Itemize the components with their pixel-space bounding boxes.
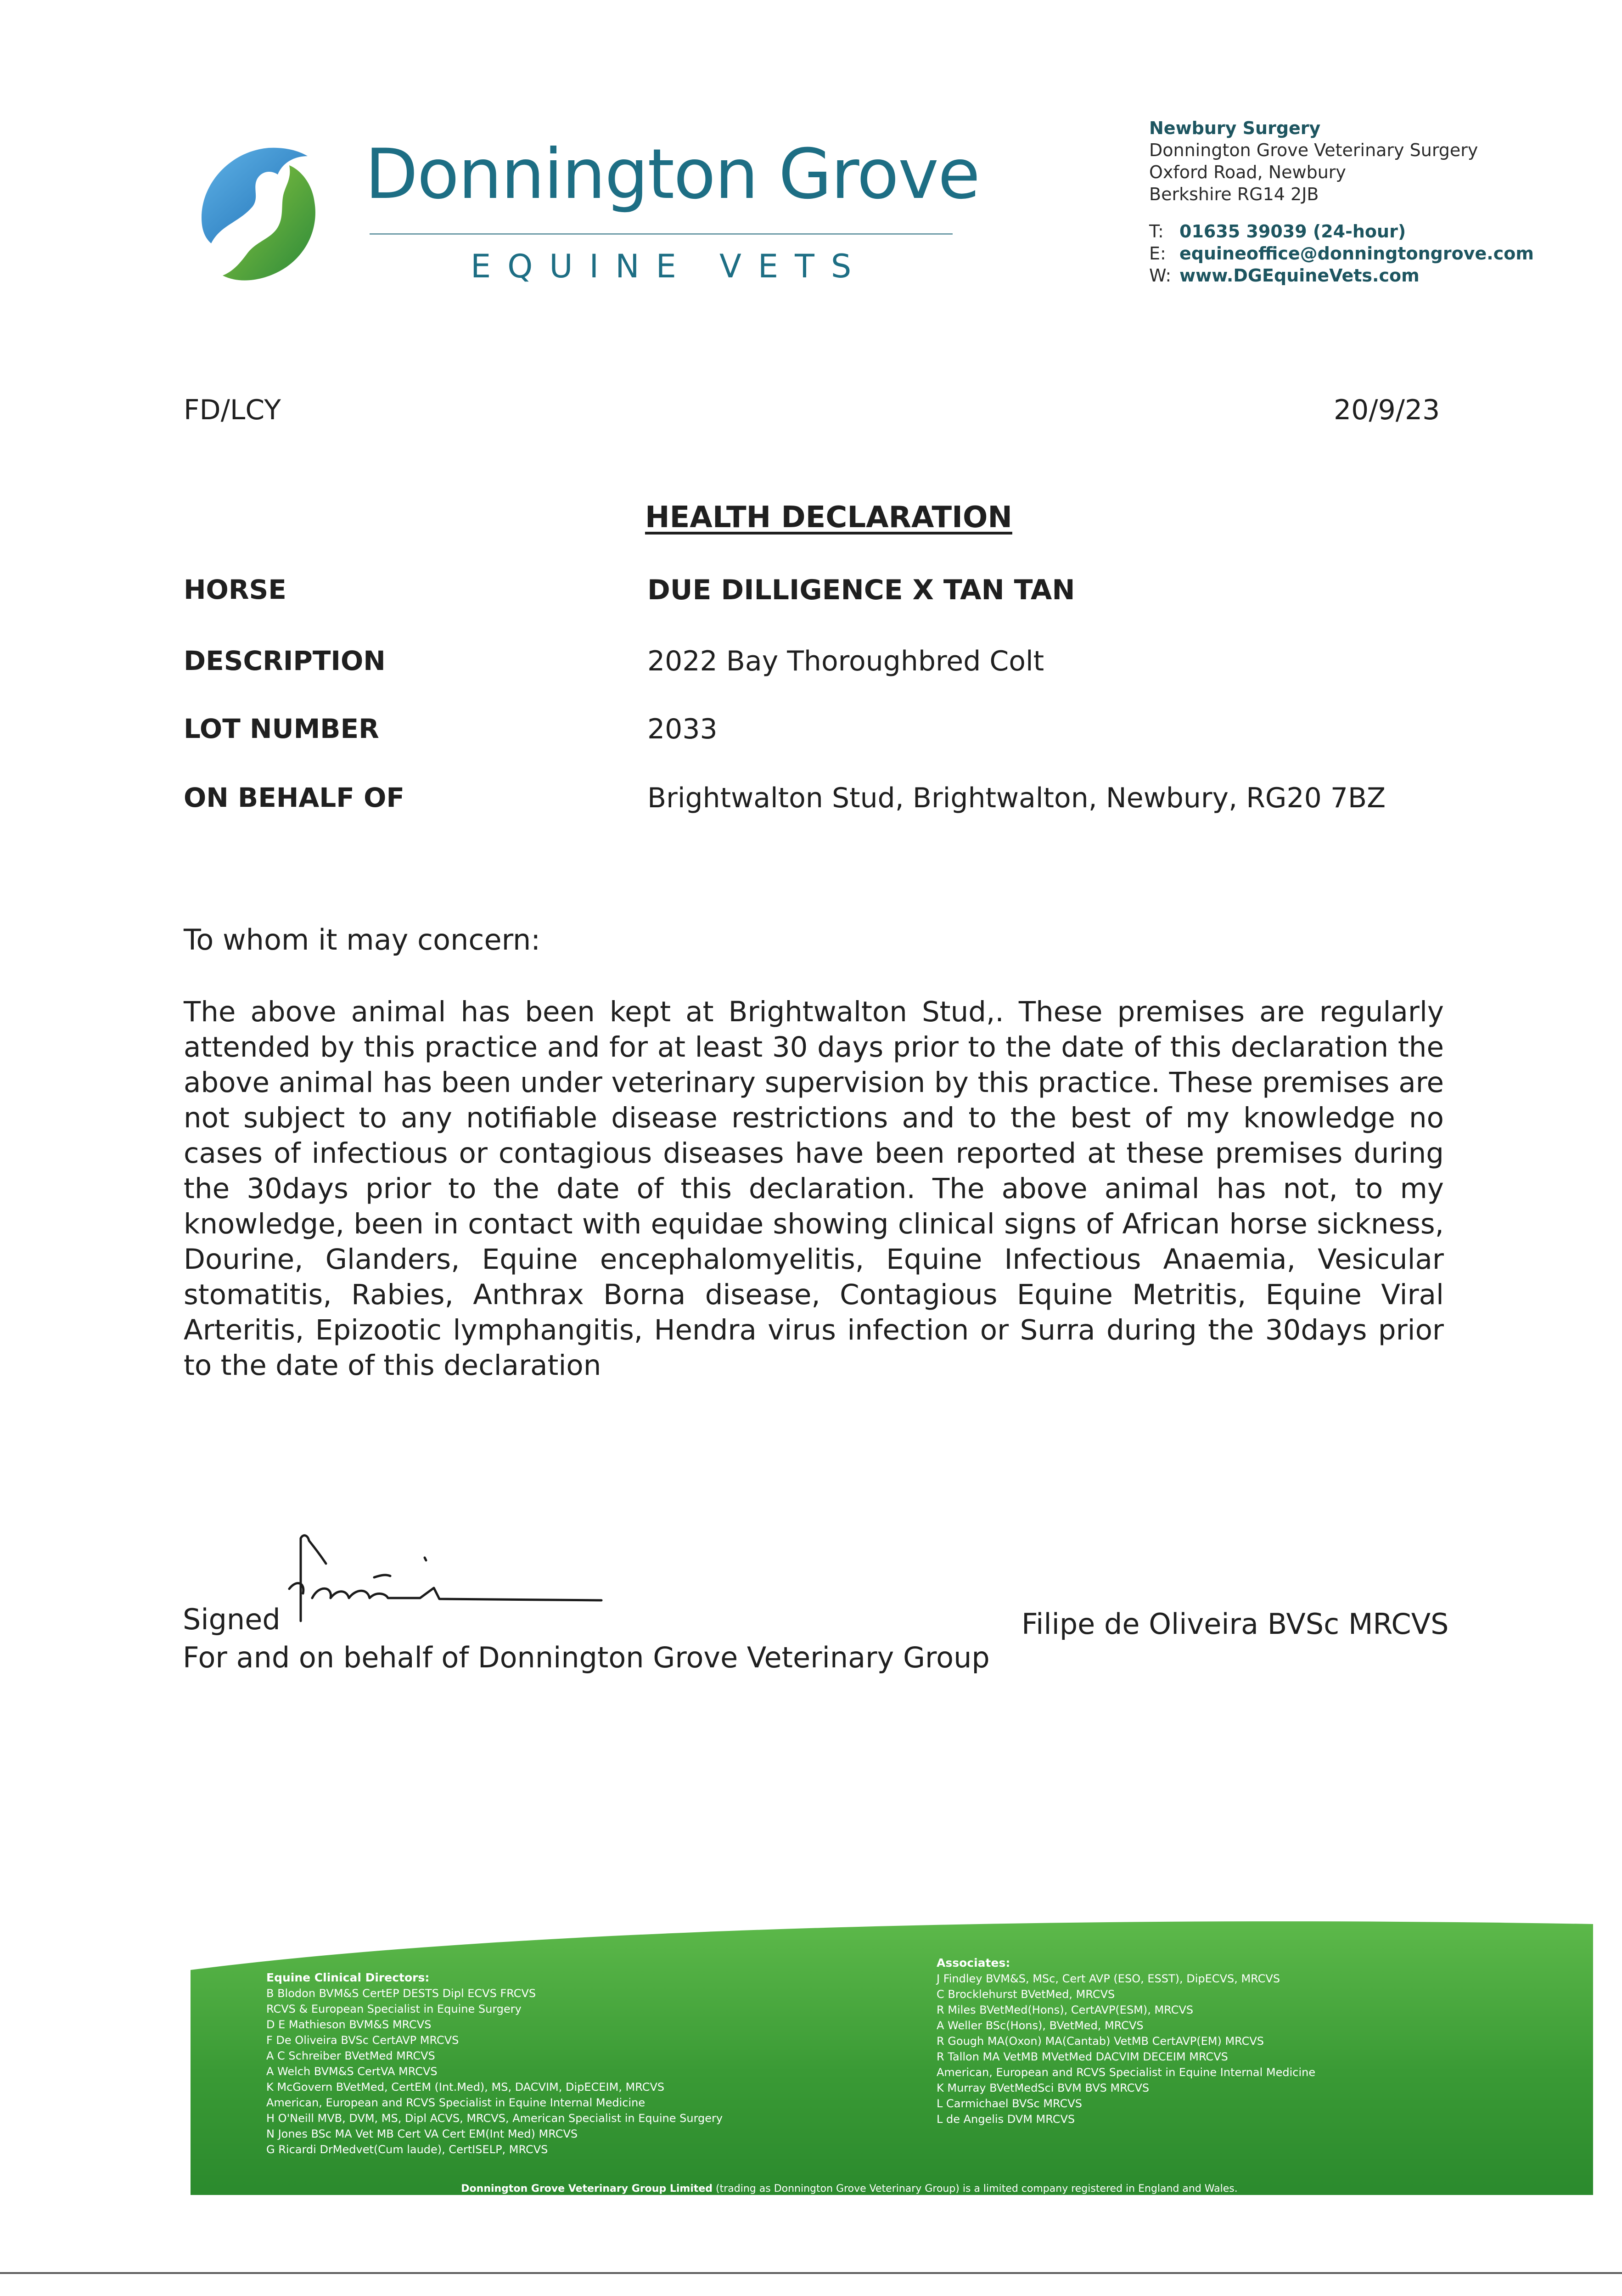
associate-entry: K Murray BVetMedSci BVM BVS MRCVS bbox=[937, 2082, 1150, 2094]
salutation: To whom it may concern: bbox=[184, 923, 541, 957]
document-title: HEALTH DECLARATION bbox=[645, 501, 1012, 535]
address-line: Oxford Road, Newbury bbox=[1149, 162, 1346, 182]
address-line: Donnington Grove Veterinary Surgery bbox=[1149, 140, 1478, 160]
associate-entry: R Gough MA(Oxon) MA(Cantab) VetMB CertAVP(EM) MRCVS bbox=[937, 2035, 1264, 2048]
director-entry: A C Schreiber BVetMed MRCVS bbox=[266, 2049, 435, 2062]
behalf-line: For and on behalf of Donnington Grove Veterinary Group bbox=[183, 1641, 990, 1674]
tel-value: 01635 39039 (24-hour) bbox=[1179, 221, 1406, 242]
email-label: E: bbox=[1149, 243, 1166, 264]
associate-entry: L Carmichael BVSc MRCVS bbox=[937, 2097, 1082, 2110]
signed-label: Signed bbox=[183, 1603, 281, 1636]
director-entry: A Welch BVM&S CertVA MRCVS bbox=[266, 2065, 438, 2078]
director-entry: D E Mathieson BVM&S MRCVS bbox=[266, 2018, 432, 2031]
document-date: 20/9/23 bbox=[1334, 394, 1440, 426]
director-entry: American, European and RCVS Specialist in Equine Internal Medicine bbox=[266, 2096, 645, 2109]
associate-entry: L de Angelis DVM MRCVS bbox=[937, 2113, 1075, 2126]
directors-list bbox=[266, 1970, 932, 2157]
associate-entry: C Brocklehurst BVetMed, MRCVS bbox=[937, 1988, 1115, 2001]
company-name: Donnington Grove Veterinary Group Limited bbox=[461, 2183, 713, 2195]
director-entry: H O'Neill MVB, DVM, MS, Dipl ACVS, MRCVS, American Specialist in Equine Surgery bbox=[266, 2112, 723, 2125]
signer-name: Filipe de Oliveira BVSc MRCVS bbox=[1021, 1607, 1449, 1641]
field-label-description: DESCRIPTION bbox=[184, 645, 386, 676]
field-value-horse: DUE DILLIGENCE X TAN TAN bbox=[647, 574, 1075, 606]
field-label-on-behalf-of: ON BEHALF OF bbox=[184, 782, 404, 813]
associate-entry: R Tallon MA VetMB MVetMed DACVIM DECEIM MRCVS bbox=[937, 2050, 1228, 2063]
field-value-description: 2022 Bay Thoroughbred Colt bbox=[647, 645, 1044, 677]
website-link[interactable]: www.DGEquineVets.com bbox=[1179, 265, 1420, 286]
field-value-on-behalf-of: Brightwalton Stud, Brightwalton, Newbury, RG20 7BZ bbox=[647, 782, 1386, 814]
director-entry: N Jones BSc MA Vet MB Cert VA Cert EM(Int Med) MRCVS bbox=[266, 2127, 578, 2140]
director-entry: K McGovern BVetMed, CertEM (Int.Med), MS, DACVIM, DipECEIM, MRCVS bbox=[266, 2081, 665, 2093]
brand-name: Donnington Grove bbox=[365, 135, 980, 214]
director-entry: G Ricardi DrMedvet(Cum laude), CertISELP, MRCVS bbox=[266, 2143, 548, 2156]
company-registration bbox=[275, 2181, 1423, 2212]
associate-entry: American, European and RCVS Specialist in Equine Internal Medicine bbox=[937, 2066, 1316, 2079]
associate-entry: A Weller BSc(Hons), BVetMed, MRCVS bbox=[937, 2019, 1144, 2032]
associate-entry: R Miles BVetMed(Hons), CertAVP(ESM), MRCVS bbox=[937, 2003, 1194, 2016]
surgery-address bbox=[1149, 117, 1478, 205]
brand-divider bbox=[370, 233, 953, 235]
associate-entry: J Findley BVM&S, MSc, Cert AVP (ESO, ESST), DipECVS, MRCVS bbox=[937, 1972, 1280, 1985]
declaration-body: The above animal has been kept at Brightwalton Stud,. These premises are regularly attended by this practice and for at least 30 days prior to the date of this declaration the above animal has been under veterinary supervision by this practice. These premises are not subject to any notifiable disease restrictions and to the best of my knowledge no cases of infectious or contagious diseases have been reported at these premises during the 30days prior to the date of this declaration. The above animal has not, to my knowledge, been in contact with equidae showing clinical signs of African horse sickness, Dourine, Glanders, Equine encephalomyelitis, Equine Infectious Anaemia, Vesicular stomatitis, Rabies, Anthrax Borna disease, Contagious Equine Metritis, Equine Viral Arteritis, Epizootic lymphangitis, Hendra virus infection or Surra during the 30days prior to the date of this declaration bbox=[184, 996, 1444, 1382]
handwritten-signature bbox=[269, 1529, 608, 1635]
contact-details bbox=[1149, 220, 1534, 287]
associates-heading: Associates: bbox=[937, 1956, 1010, 1970]
brand-subtitle: EQUINE VETS bbox=[471, 248, 868, 285]
reference-code: FD/LCY bbox=[184, 394, 281, 426]
email-link[interactable]: equineoffice@donningtongrove.com bbox=[1179, 243, 1534, 264]
associates-list bbox=[937, 1955, 1533, 2127]
directors-heading: Equine Clinical Directors: bbox=[266, 1971, 430, 1984]
director-entry: F De Oliveira BVSc CertAVP MRCVS bbox=[266, 2034, 459, 2047]
registration-details: Registration Number: 08545050 Registered Office: The Chocolate Factory, Keynsham, Bristol, BS31 2AU. Tel: 01225 481520. VAT Number: 115 1416 58 bbox=[466, 2199, 1232, 2210]
tel-label: T: bbox=[1149, 221, 1164, 242]
web-label: W: bbox=[1149, 265, 1172, 286]
field-label-horse: HORSE bbox=[184, 574, 286, 605]
director-entry: B Blodon BVM&S CertEP DESTS Dipl ECVS FRCVS bbox=[266, 1987, 536, 2000]
horse-head-logo-icon bbox=[184, 138, 340, 303]
field-value-lot-number: 2033 bbox=[647, 713, 718, 745]
surgery-name: Newbury Surgery bbox=[1149, 118, 1321, 138]
address-line: Berkshire RG14 2JB bbox=[1149, 184, 1319, 204]
bottom-divider bbox=[0, 2272, 1622, 2274]
director-entry: RCVS & European Specialist in Equine Surgery bbox=[266, 2003, 522, 2015]
field-label-lot-number: LOT NUMBER bbox=[184, 713, 379, 744]
company-description: (trading as Donnington Grove Veterinary Group) is a limited company registered in England and Wales. bbox=[713, 2183, 1238, 2195]
